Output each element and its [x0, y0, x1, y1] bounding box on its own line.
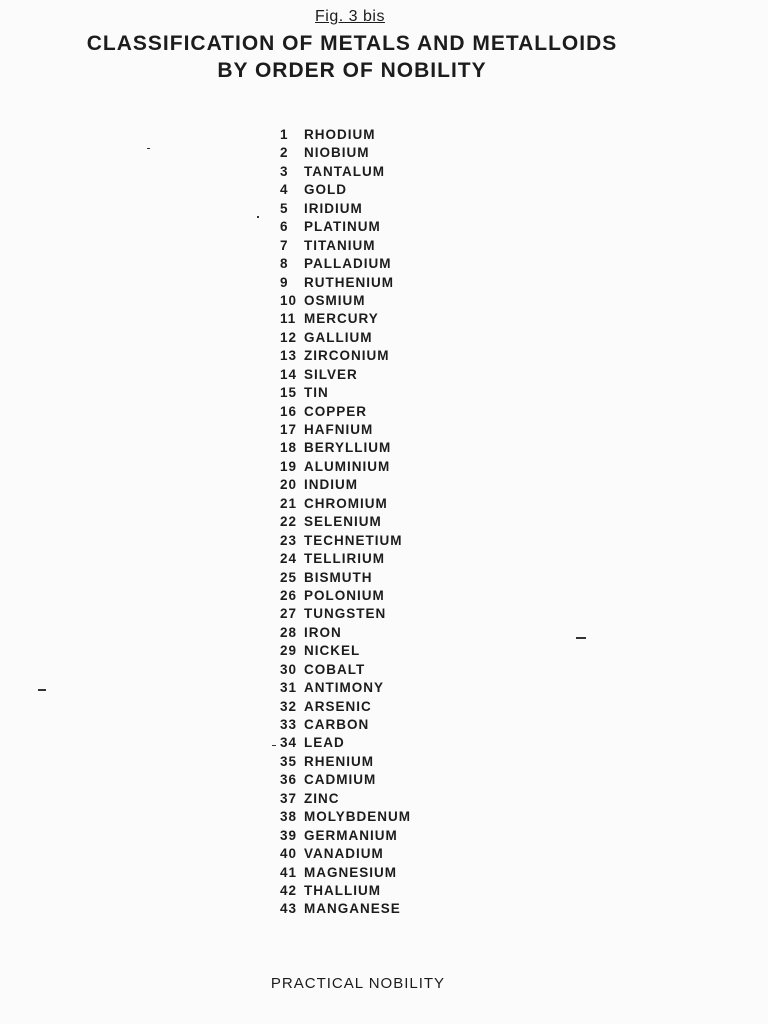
rank-number: 25: [280, 569, 298, 585]
list-item: [280, 310, 411, 328]
element-name: TECHNETIUM: [304, 532, 403, 548]
list-item: [280, 421, 411, 439]
element-name: COBALT: [304, 661, 366, 677]
rank-number: 26: [280, 587, 298, 603]
element-name: MANGANESE: [304, 901, 401, 917]
list-item: [280, 200, 411, 218]
element-name: NICKEL: [304, 643, 361, 659]
element-name: TIN: [304, 385, 329, 401]
list-item: [280, 679, 411, 697]
element-name: TUNGSTEN: [304, 606, 387, 622]
element-name: GOLD: [304, 182, 347, 198]
element-name: COPPER: [304, 403, 368, 419]
element-name: CADMIUM: [304, 772, 377, 788]
scan-speck: [38, 689, 46, 691]
list-item: [280, 513, 411, 531]
rank-number: 11: [280, 311, 297, 327]
rank-number: 12: [280, 329, 298, 345]
element-name: BISMUTH: [304, 569, 373, 585]
rank-number: 17: [280, 422, 298, 437]
list-item: [280, 808, 411, 826]
list-item: [280, 827, 411, 845]
list-item: [280, 642, 411, 660]
rank-number: 42: [280, 882, 298, 898]
element-name: ZIRCONIUM: [304, 348, 390, 364]
rank-number: 34: [280, 735, 298, 751]
element-name: ALUMINIUM: [304, 458, 391, 474]
rank-number: 4: [280, 182, 289, 198]
element-name: IRIDIUM: [304, 200, 363, 216]
rank-number: 35: [280, 753, 298, 769]
rank-number: 36: [280, 772, 298, 788]
rank-number: 9: [280, 274, 289, 290]
list-item: [280, 698, 411, 716]
element-name: NIOBIUM: [304, 145, 370, 161]
rank-number: 1: [280, 127, 289, 142]
footer-caption: PRACTICAL NOBILITY: [270, 975, 446, 992]
rank-number: 30: [280, 661, 298, 677]
element-name: TELLIRIUM: [304, 551, 385, 567]
rank-number: 19: [280, 458, 298, 474]
rank-number: 28: [280, 624, 298, 640]
rank-number: 15: [280, 385, 298, 401]
list-item: [280, 753, 411, 771]
list-item: [280, 864, 411, 882]
element-name: MERCURY: [304, 311, 379, 327]
list-item: [280, 384, 411, 402]
rank-number: 22: [280, 514, 298, 530]
element-name: LEAD: [304, 735, 345, 751]
list-item: [280, 569, 411, 587]
rank-number: 20: [280, 477, 298, 493]
list-item: [280, 458, 411, 476]
rank-number: 43: [280, 901, 298, 917]
rank-number: 21: [280, 495, 298, 511]
element-name: GERMANIUM: [304, 827, 398, 843]
list-item: [280, 845, 411, 863]
list-item: [280, 900, 411, 918]
element-name: THALLIUM: [304, 882, 381, 898]
list-item: [280, 587, 411, 605]
rank-number: 33: [280, 717, 298, 732]
element-name: SILVER: [304, 366, 358, 382]
rank-number: 6: [280, 219, 289, 235]
list-item: [280, 476, 411, 494]
element-name: SELENIUM: [304, 514, 382, 530]
element-name: ZINC: [304, 790, 340, 806]
list-item: [280, 255, 411, 273]
list-item: [280, 347, 411, 365]
element-name: RHODIUM: [304, 127, 376, 142]
rank-number: 32: [280, 698, 298, 714]
rank-number: 10: [280, 292, 298, 308]
list-item: [280, 366, 411, 384]
element-name: CHROMIUM: [304, 495, 388, 511]
list-item: [280, 181, 411, 199]
scan-speck: [147, 148, 150, 149]
figure-label: Fig. 3 bis: [315, 8, 385, 25]
document-title-line-2: BY ORDER OF NOBILITY: [217, 59, 487, 82]
list-item: [280, 882, 411, 900]
rank-number: 27: [280, 606, 298, 622]
rank-number: 41: [280, 864, 298, 880]
list-item: [280, 790, 411, 808]
scan-speck: [257, 216, 259, 218]
rank-number: 29: [280, 643, 298, 659]
list-item: [280, 329, 411, 347]
rank-number: 37: [280, 790, 298, 806]
list-item: [280, 716, 411, 734]
element-name: ARSENIC: [304, 698, 372, 714]
document-title-line-1: CLASSIFICATION OF METALS AND METALLOIDS: [86, 32, 618, 55]
list-item: [280, 218, 411, 236]
list-item: [280, 126, 411, 144]
rank-number: 5: [280, 200, 289, 216]
list-item: [280, 292, 411, 310]
list-item: [280, 495, 411, 513]
list-item: [280, 274, 411, 292]
element-name: ANTIMONY: [304, 680, 384, 696]
scan-speck: [576, 637, 586, 639]
list-item: [280, 624, 411, 642]
rank-number: 23: [280, 532, 298, 548]
rank-number: 2: [280, 145, 289, 161]
list-item: [280, 550, 411, 568]
element-name: RHENIUM: [304, 753, 374, 769]
list-item: [280, 144, 411, 162]
element-name: GALLIUM: [304, 329, 373, 345]
list-item: [280, 661, 411, 679]
element-name: IRON: [304, 624, 342, 640]
element-name: VANADIUM: [304, 846, 384, 862]
rank-number: 38: [280, 809, 298, 825]
rank-number: 13: [280, 348, 298, 364]
rank-number: 16: [280, 403, 298, 419]
list-item: [280, 237, 411, 255]
list-item: [280, 771, 411, 789]
rank-number: 14: [280, 366, 298, 382]
list-item: [280, 532, 411, 550]
element-name: TANTALUM: [304, 163, 385, 179]
element-name: PLATINUM: [304, 219, 381, 235]
element-name: CARBON: [304, 717, 370, 732]
element-name: TITANIUM: [304, 237, 376, 253]
list-item: [280, 163, 411, 181]
rank-number: 31: [280, 680, 298, 696]
rank-number: 7: [280, 237, 289, 253]
element-name: OSMIUM: [304, 292, 366, 308]
list-item: [280, 439, 411, 457]
list-item: [280, 605, 411, 623]
element-name: INDIUM: [304, 477, 358, 493]
rank-number: 24: [280, 551, 298, 567]
rank-number: 40: [280, 846, 298, 862]
element-name: BERYLLIUM: [304, 440, 392, 456]
rank-number: 39: [280, 827, 298, 843]
list-item: [280, 734, 411, 752]
rank-number: 18: [280, 440, 298, 456]
scan-speck: [272, 745, 276, 746]
element-name: MAGNESIUM: [304, 864, 397, 880]
rank-number: 8: [280, 256, 289, 272]
rank-number: 3: [280, 163, 289, 179]
element-name: MOLYBDENUM: [304, 809, 412, 825]
element-name: RUTHENIUM: [304, 274, 394, 290]
element-name: POLONIUM: [304, 587, 385, 603]
list-item: [280, 403, 411, 421]
element-name: HAFNIUM: [304, 422, 374, 437]
nobility-ranking-list: [280, 126, 411, 919]
element-name: PALLADIUM: [304, 256, 392, 272]
